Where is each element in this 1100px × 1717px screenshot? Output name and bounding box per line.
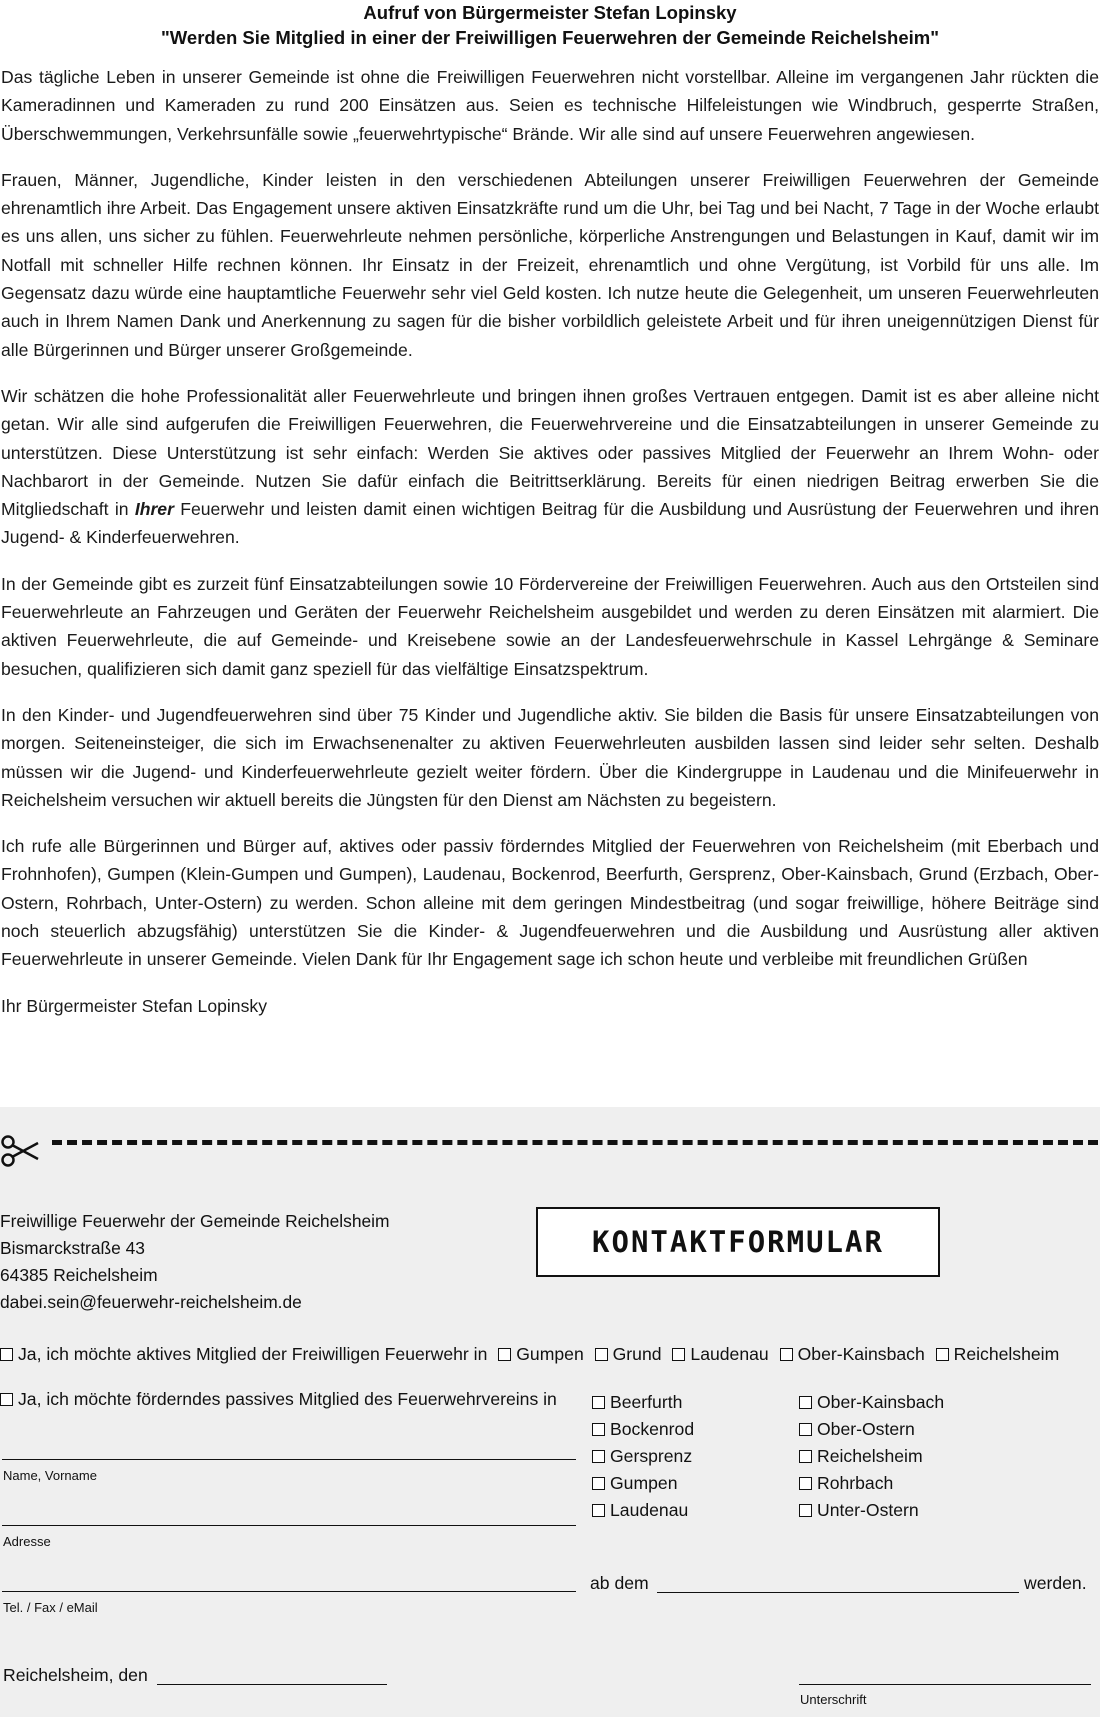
checkbox-passive-member[interactable] — [0, 1393, 13, 1406]
werden-label: werden. — [1024, 1573, 1087, 1593]
ab-dem-label: ab dem — [590, 1573, 649, 1593]
option-label: Laudenau — [610, 1500, 689, 1520]
checkbox-passive-gersprenz[interactable] — [592, 1450, 605, 1463]
active-membership-row — [0, 1344, 1059, 1365]
name-label: Name, Vorname — [3, 1468, 97, 1483]
option-label: Rohrbach — [817, 1473, 894, 1493]
checkbox-passive-ober-ostern[interactable] — [799, 1423, 812, 1436]
name-field[interactable] — [2, 1459, 576, 1460]
checkbox-passive-bockenrod[interactable] — [592, 1423, 605, 1436]
option-label: Reichelsheim — [953, 1344, 1060, 1364]
passive-label: Ja, ich möchte förderndes passives Mitglied des Feuerwehrvereins in — [18, 1389, 557, 1409]
option-label: Unter-Ostern — [817, 1500, 919, 1520]
paragraph-3-a: Wir schätzen die hohe Professionalität aller Feuerwehrleute und bringen ihnen großes Vertrauen entgegen. Damit ist es aber alleine nicht getan. Wir alle sind aufgerufen die Freiwilligen Feuerwehren, die Feuerwehrvereine und die Einsatzabteilungen in unserer Gemeinde zu unterstützen. Diese Unterstützung ist sehr einfach: Werden Sie aktives oder passives Mitglied der Feuerwehr an Ihrem Wohn- oder Nachbarort in der Gemeinde. Nutzen Sie dafür einfach die Beitrittserklärung. Bereits für einen niedrigen Beitrag erwerben Sie die Mitgliedschaft in — [1, 385, 1099, 520]
signature-line: Ihr Bürgermeister Stefan Lopinsky — [1, 995, 267, 1016]
phone-label: Tel. / Fax / eMail — [3, 1600, 98, 1615]
option-label: Reichelsheim — [817, 1446, 923, 1466]
paragraph-4: In der Gemeinde gibt es zurzeit fünf Einsatzabteilungen sowie 10 Fördervereine der Freiwilligen Feuerwehren. Auch aus den Ortsteilen sind Feuerwehrleute an Fahrzeugen und Geräten der Feuerwehr Reichelsheim ausgebildet und werden zu deren Einsätzen mit alarmiert. Die aktiven Feuerwehrleute, die auf Gemeinde- und Kreisebene sowie an der Landesfeuerwehrschule in Kassel Lehrgänge & Seminare besuchen, qualifizieren sich damit ganz speziell für das vielfältige Einsatzspektrum. — [1, 573, 1099, 679]
paragraph-3 — [1, 382, 1099, 552]
checkbox-active-reichelsheim[interactable] — [936, 1348, 949, 1361]
signature-label: Unterschrift — [800, 1692, 867, 1707]
paragraph-5: In den Kinder- und Jugendfeuerwehren sind über 75 Kinder und Jugendliche aktiv. Sie bilden die Basis für unsere Einsatzabteilungen von morgen. Seiteneinsteiger, die sich im Erwachsenenalter zu aktiven Feuerwehrleuten ausbilden lassen sind leider sehr selten. Deshalb müssen wir die Jugend- und Kinderfeuerwehrleute gezielt weiter fördern. Über die Kindergruppe in Laudenau und die Minifeuerwehr in Reichelsheim versuchen wir aktuell bereits die Jüngsten für den Dienst am Nächsten zu begeistern. — [1, 704, 1099, 810]
place-date-label: Reichelsheim, den — [3, 1665, 148, 1685]
page-subtitle: "Werden Sie Mitglied in einer der Freiwilligen Feuerwehren der Gemeinde Reichelsheim" — [161, 27, 939, 48]
checkbox-passive-gumpen[interactable] — [592, 1477, 605, 1490]
address-label: Adresse — [3, 1534, 51, 1549]
paragraph-6: Ich rufe alle Bürgerinnen und Bürger auf, aktives oder passiv förderndes Mitglied der Feuerwehren von Reichelsheim (mit Eberbach und Frohnhofen), Gumpen (Klein-Gumpen und Gumpen), Laudenau, Bockenrod, Beerfurth, Gersprenz, Ober-Kainsbach, Grund (Erzbach, Ober-Ostern, Rohrbach, Unter-Ostern) zu werden. Schon alleine mit dem geringen Mindestbeitrag (und sogar freiwillige, höhere Beiträge sind noch steuerlich abzugsfähig) unterstützen Sie die Kinder- & Jugendfeuerwehren und die Ausbildung und Ausrüstung aller aktiven Feuerwehrleute in unserer Gemeinde. Vielen Dank für Ihr Engagement sage ich schon heute und verbleibe mit freundlichen Grüßen — [1, 836, 1099, 970]
address-line: Freiwillige Feuerwehr der Gemeinde Reichelsheim — [0, 1211, 390, 1231]
address-email: dabei.sein@feuerwehr-reichelsheim.de — [0, 1292, 302, 1312]
option-label: Gumpen — [610, 1473, 678, 1493]
checkbox-passive-beerfurth[interactable] — [592, 1396, 605, 1409]
signature-field[interactable] — [799, 1684, 1091, 1685]
start-date-field[interactable] — [657, 1592, 1019, 1593]
checkbox-passive-laudenau[interactable] — [592, 1504, 605, 1517]
checkbox-active-laudenau[interactable] — [672, 1348, 685, 1361]
kontaktformular-label: KONTAKTFORMULAR — [592, 1225, 884, 1259]
address-line: Bismarckstraße 43 — [0, 1238, 145, 1258]
option-label: Gersprenz — [610, 1446, 693, 1466]
letter-body — [0, 63, 1100, 1020]
option-label: Ober-Kainsbach — [817, 1392, 945, 1412]
address-line: 64385 Reichelsheim — [0, 1265, 158, 1285]
date-field[interactable] — [157, 1684, 387, 1685]
recipient-address — [0, 1208, 390, 1316]
active-label: Ja, ich möchte aktives Mitglied der Freiwilligen Feuerwehr in — [18, 1344, 488, 1364]
phone-field[interactable] — [2, 1591, 576, 1592]
option-label: Laudenau — [690, 1344, 769, 1364]
paragraph-3-b: Feuerwehr und leisten damit einen wichtigen Beitrag für die Ausbildung und Ausrüstung der Feuerwehren und ihren Jugend- & Kinderfeuerwehren. — [1, 499, 1099, 548]
option-label: Beerfurth — [610, 1392, 683, 1412]
address-field[interactable] — [2, 1525, 576, 1526]
checkbox-active-member[interactable] — [0, 1348, 13, 1361]
checkbox-passive-ober-kainsbach[interactable] — [799, 1396, 812, 1409]
checkbox-active-gumpen[interactable] — [498, 1348, 511, 1361]
passive-membership-row — [0, 1389, 557, 1410]
cut-line — [52, 1140, 1098, 1145]
checkbox-passive-rohrbach[interactable] — [799, 1477, 812, 1490]
passive-options-col2 — [799, 1389, 944, 1524]
paragraph-1: Das tägliche Leben in unserer Gemeinde ist ohne die Freiwilligen Feuerwehren nicht vorstellbar. Alleine im vergangenen Jahr rückten die Kameradinnen und Kameraden zu rund 200 Einsätzen aus. Seien es technische Hilfeleistungen wie Windbruch, gesperrte Straßen, Überschwemmungen, Verkehrsunfälle sowie „feuerwehrtypische“ Brände. Wir alle sind auf unsere Feuerwehren angewiesen. — [1, 67, 1099, 144]
checkbox-passive-reichelsheim[interactable] — [799, 1450, 812, 1463]
page-title: Aufruf von Bürgermeister Stefan Lopinsky — [363, 2, 737, 23]
option-label: Gumpen — [516, 1344, 584, 1364]
scissors-icon — [0, 1134, 40, 1176]
option-label: Ober-Kainsbach — [797, 1344, 925, 1364]
option-label: Bockenrod — [610, 1419, 695, 1439]
passive-options-col1 — [592, 1389, 694, 1524]
checkbox-active-grund[interactable] — [595, 1348, 608, 1361]
kontaktformular-banner — [536, 1207, 940, 1277]
checkbox-active-ober-kainsbach[interactable] — [780, 1348, 793, 1361]
option-label: Ober-Ostern — [817, 1419, 915, 1439]
checkbox-passive-unter-ostern[interactable] — [799, 1504, 812, 1517]
option-label: Grund — [612, 1344, 662, 1364]
paragraph-2: Frauen, Männer, Jugendliche, Kinder leisten in den verschiedenen Abteilungen unserer Freiwilligen Feuerwehren der Gemeinde ehrenamtlich ihre Arbeit. Das Engagement unsere aktiven Einsatzkräfte rund um die Uhr, bei Tag und bei Nacht, 7 Tage in der Woche erlaubt es uns allen, uns sicher zu fühlen. Feuerwehrleute nehmen persönliche, körperliche Anstrengungen und Belastungen in Kauf, damit wir im Notfall mit schneller Hilfe rechnen können. Ihr Einsatz in der Freizeit, ehrenamtlich und ohne Vergütung, ist Vorbild für uns alle. Im Gegensatz dazu würde eine hauptamtliche Feuerwehr sehr viel Geld kosten. Ich nutze heute die Gelegenheit, um unseren Feuerwehrleuten auch in Ihrem Namen Dank und Anerkennung zu sagen für die bisher vorbildlich geleistete Arbeit und für ihren uneigennützigen Dienst für alle Bürgerinnen und Bürger unserer Großgemeinde. — [1, 169, 1099, 360]
paragraph-3-emphasis: Ihrer — [134, 499, 174, 520]
